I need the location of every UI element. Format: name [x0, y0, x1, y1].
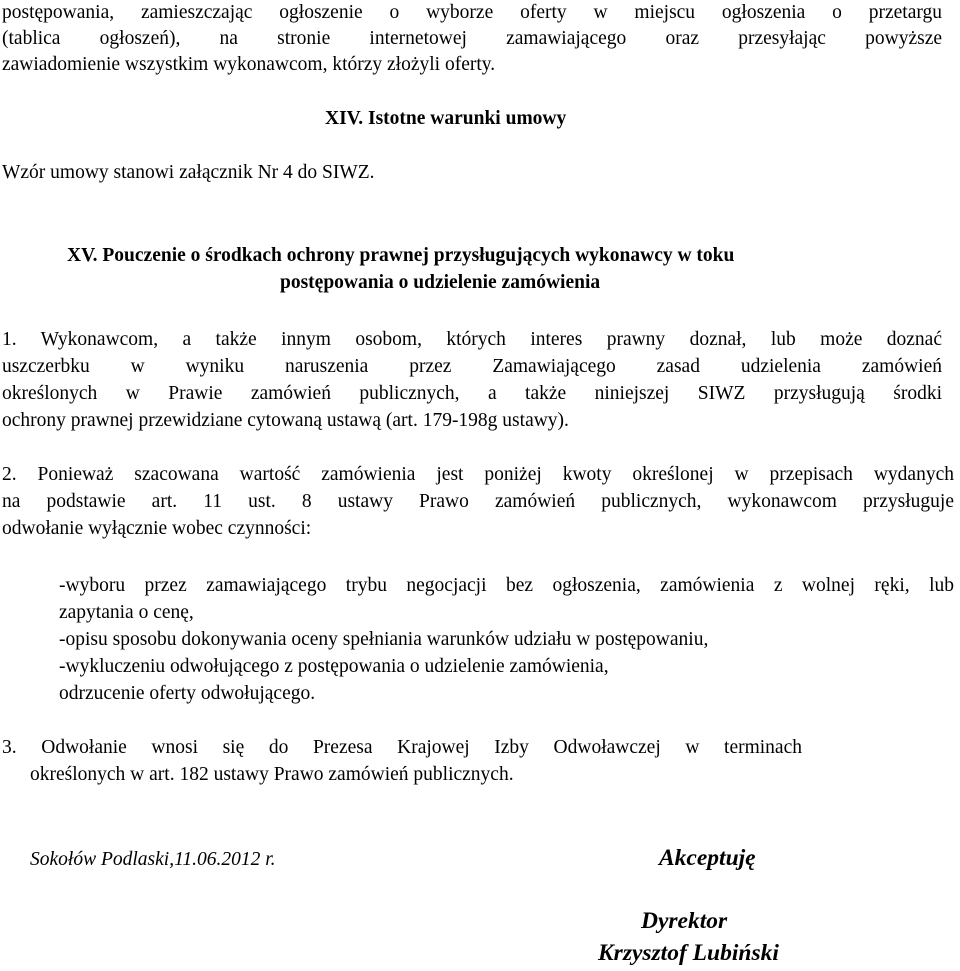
signatory-name: Krzysztof Lubiński [598, 940, 779, 966]
section-14-text: Wzór umowy stanowi załącznik Nr 4 do SIWZ. [2, 162, 375, 183]
p2-line-2: na podstawie art. 11 ust. 8 ustawy Prawo zamówień publicznych, wykonawcom przysługuje [2, 491, 954, 512]
p3-line-2: określonych w art. 182 ustawy Prawo zamówień publicznych. [30, 764, 514, 785]
section-14-heading: XIV. Istotne warunki umowy [325, 108, 567, 129]
list-item-1-line-1: -wyboru przez zamawiającego trybu negocjacji bez ogłoszenia, zamówienia z wolnej ręki, lub [59, 575, 954, 596]
intro-line-2: (tablica ogłoszeń), na stronie internetowej zamawiającego oraz przesyłając powyższe [2, 28, 942, 49]
place-date: Sokołów Podlaski,11.06.2012 r. [30, 849, 276, 870]
list-item-1-line-2: zapytania o cenę, [59, 602, 194, 623]
section-15-heading-line-2: postępowania o udzielenie zamówienia [280, 272, 601, 293]
p1-line-1: 1. Wykonawcom, a także innym osobom, których interes prawny doznał, lub może doznać [2, 329, 942, 350]
list-item-2: -opisu sposobu dokonywania oceny spełniania warunków udziału w postępowaniu, [59, 629, 709, 650]
signatory-title: Dyrektor [641, 908, 728, 934]
p1-line-2: uszczerbku w wyniku naruszenia przez Zamawiającego zasad udzielenia zamówień [2, 356, 942, 377]
p2-line-3: odwołanie wyłącznie wobec czynności: [2, 518, 312, 539]
p1-line-4: ochrony prawnej przewidziane cytowaną ustawą (art. 179-198g ustawy). [2, 410, 569, 431]
accept-label: Akceptuję [659, 845, 756, 871]
p3-line-1: 3. Odwołanie wnosi się do Prezesa Krajowej Izby Odwoławczej w terminach [2, 737, 802, 758]
intro-line-1: postępowania, zamieszczając ogłoszenie o wyborze oferty w miejscu ogłoszenia o przetargu [2, 2, 942, 23]
p1-line-3: określonych w Prawie zamówień publicznych, a także niniejszej SIWZ przysługują środki [2, 383, 942, 404]
section-15-heading-line-1: XV. Pouczenie o środkach ochrony prawnej przysługujących wykonawcy w toku [67, 245, 735, 266]
p2-line-1: 2. Ponieważ szacowana wartość zamówienia jest poniżej kwoty określonej w przepisach wydanych [2, 464, 954, 485]
list-item-3: -wykluczeniu odwołującego z postępowania o udzielenie zamówienia, [59, 656, 609, 677]
list-item-4: odrzucenie oferty odwołującego. [59, 683, 316, 704]
intro-line-3: zawiadomienie wszystkim wykonawcom, którzy złożyli oferty. [2, 54, 496, 75]
